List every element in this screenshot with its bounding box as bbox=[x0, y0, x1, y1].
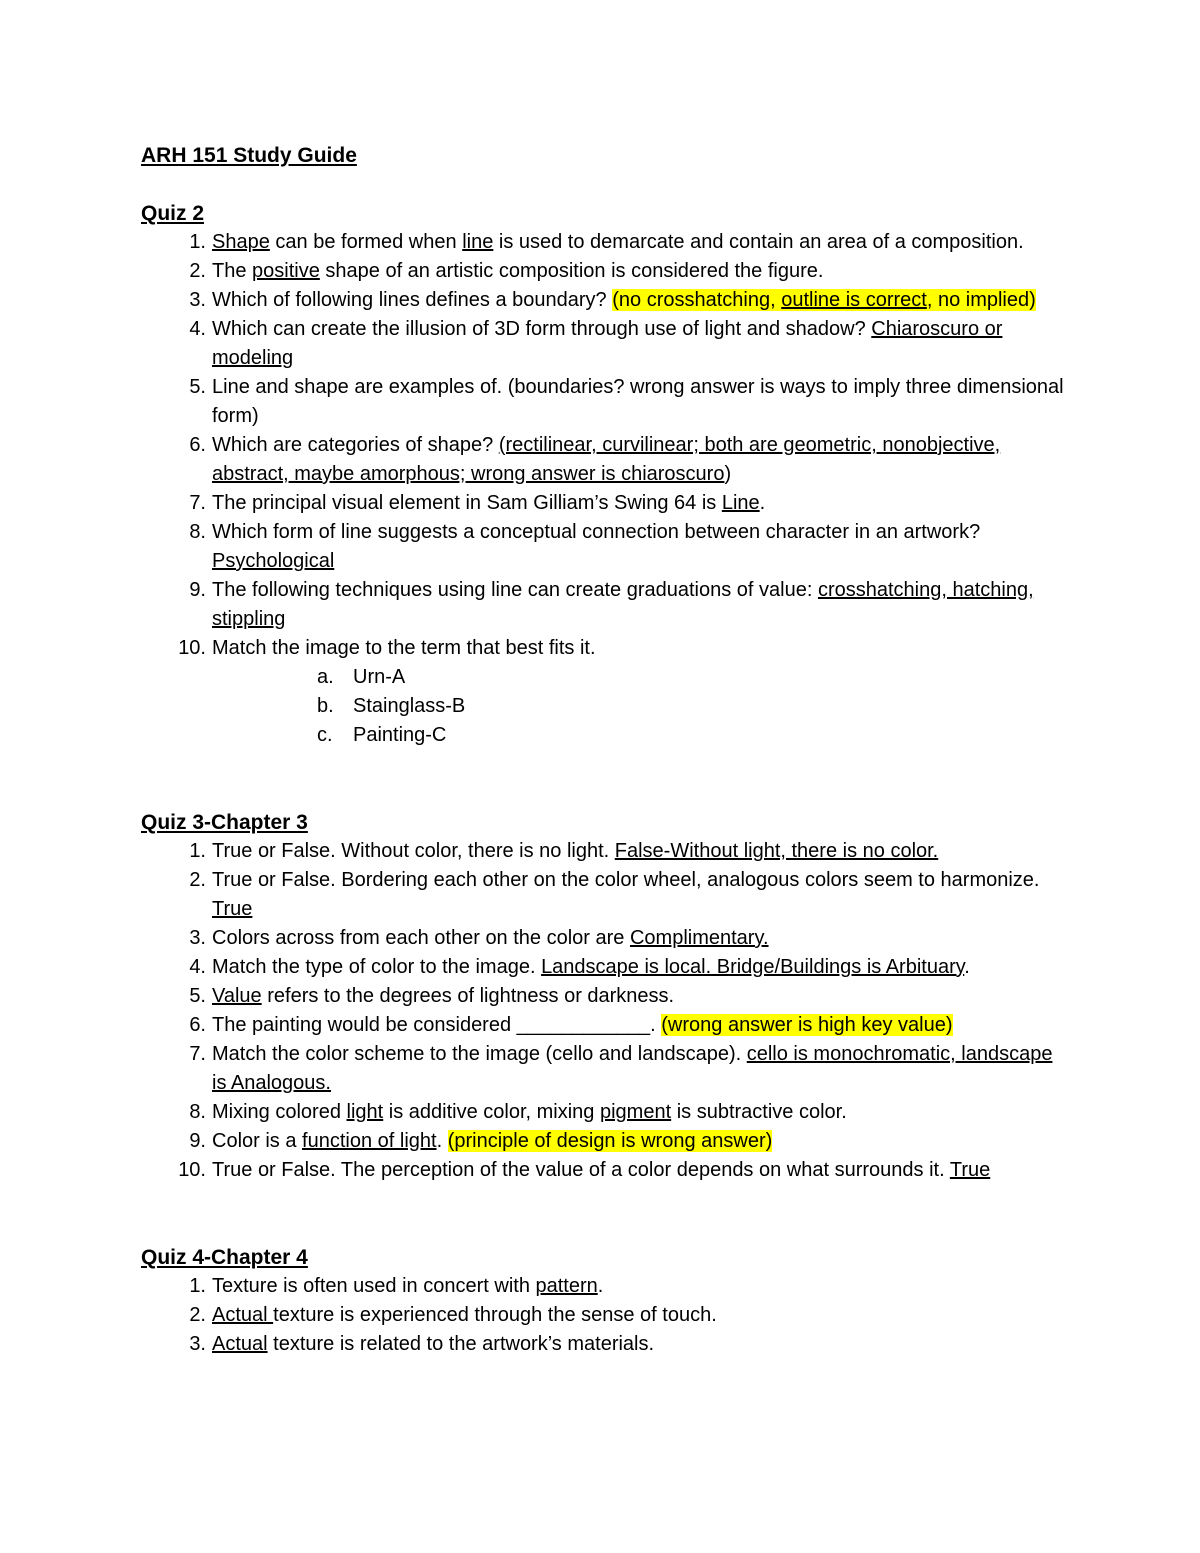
question-number: 4. bbox=[189, 318, 206, 340]
question-text: is additive color, mixing bbox=[383, 1101, 600, 1123]
question-number: 9. bbox=[189, 579, 206, 601]
question-text: Line and shape are examples of. (boundaries? wrong answer is ways to imply three dimensional form) bbox=[212, 376, 1064, 427]
question-number: 3. bbox=[189, 927, 206, 949]
underlined-answer-text: Actual bbox=[212, 1304, 274, 1326]
question-text: The painting would be considered ____________. bbox=[212, 1014, 662, 1036]
question-item bbox=[141, 1272, 1071, 1301]
question-list bbox=[141, 837, 1071, 1185]
question-text: Match the image to the term that best fits it. bbox=[212, 637, 596, 659]
question-text: ) bbox=[724, 463, 732, 485]
underlined-answer-text: Chiaroscuro or modeling bbox=[212, 318, 1003, 369]
question-item bbox=[141, 634, 1071, 750]
question-number: 4. bbox=[189, 956, 206, 978]
question-text: . bbox=[597, 1275, 604, 1297]
question-number: 1. bbox=[189, 840, 206, 862]
question-text: The bbox=[212, 260, 253, 282]
question-number: 10. bbox=[178, 637, 206, 659]
question-text: Which can create the illusion of 3D form through use of light and shadow? bbox=[212, 318, 872, 340]
quiz-heading: Quiz 3-Chapter 3 bbox=[141, 811, 308, 834]
sub-item-letter: c. bbox=[317, 724, 333, 746]
underlined-answer-text: Psychological bbox=[212, 550, 335, 572]
quiz-section bbox=[141, 199, 1071, 750]
question-text: Which of following lines defines a boundary? bbox=[212, 289, 613, 311]
question-item bbox=[141, 518, 1071, 576]
question-item bbox=[141, 1156, 1071, 1185]
underlined-answer-text: Line bbox=[721, 492, 760, 514]
question-text: Texture is often used in concert with bbox=[212, 1275, 536, 1297]
question-text: is subtractive color. bbox=[671, 1101, 847, 1123]
sub-item-text: Painting-C bbox=[353, 724, 447, 746]
question-text: Which form of line suggests a conceptual connection between character in an artwork? bbox=[212, 521, 981, 543]
question-number: 3. bbox=[189, 1333, 206, 1355]
underlined-answer-text: function of light bbox=[302, 1130, 437, 1152]
question-item bbox=[141, 576, 1071, 634]
sub-item-letter: a. bbox=[317, 666, 334, 688]
question-number: 2. bbox=[189, 260, 206, 282]
underlined-answer-text: line bbox=[462, 231, 494, 253]
question-text: texture is related to the artwork’s materials. bbox=[267, 1333, 655, 1355]
question-item bbox=[141, 286, 1071, 315]
question-number: 2. bbox=[189, 1304, 206, 1326]
highlighted-answer-text: (principle of design is wrong answer) bbox=[447, 1130, 773, 1152]
underlined-answer-text: True bbox=[212, 898, 253, 920]
question-item bbox=[141, 431, 1071, 489]
question-item bbox=[141, 257, 1071, 286]
question-text: texture is experienced through the sense of touch. bbox=[273, 1304, 717, 1326]
underlined-answer-text: False-Without light, there is no color. bbox=[614, 840, 939, 862]
highlighted-answer-text: (no crosshatching, bbox=[612, 289, 782, 311]
question-number: 7. bbox=[189, 492, 206, 514]
underlined-answer-text: cello is monochromatic, landscape is Analogous. bbox=[212, 1043, 1053, 1094]
question-number: 6. bbox=[189, 1014, 206, 1036]
question-number: 7. bbox=[189, 1043, 206, 1065]
question-item bbox=[141, 1011, 1071, 1040]
document-title: ARH 151 Study Guide bbox=[141, 144, 357, 167]
question-item bbox=[141, 1127, 1071, 1156]
question-item bbox=[141, 1098, 1071, 1127]
question-text: True or False. Bordering each other on the color wheel, analogous colors seem to harmonize. bbox=[212, 869, 1040, 891]
underlined-answer-text: Shape bbox=[212, 231, 270, 253]
question-number: 3. bbox=[189, 289, 206, 311]
quiz-section bbox=[141, 808, 1071, 1185]
question-text: Match the color scheme to the image (cello and landscape). bbox=[212, 1043, 747, 1065]
question-text: Which are categories of shape? bbox=[212, 434, 499, 456]
underlined-answer-text: True bbox=[949, 1159, 991, 1181]
underlined-answer-text: pattern bbox=[535, 1275, 598, 1297]
sub-item-text: Stainglass-B bbox=[353, 695, 466, 717]
sub-list bbox=[212, 663, 1071, 750]
underlined-answer-text: Value bbox=[212, 985, 262, 1007]
question-text: can be formed when bbox=[269, 231, 463, 253]
question-text: The principal visual element in Sam Gilliam’s Swing 64 is bbox=[212, 492, 722, 514]
question-item bbox=[141, 228, 1071, 257]
question-text: True or False. Without color, there is no light. bbox=[212, 840, 615, 862]
question-item bbox=[141, 837, 1071, 866]
quiz-sections bbox=[141, 199, 1071, 1359]
underlined-answer-text: light bbox=[346, 1101, 384, 1123]
quiz-heading: Quiz 4-Chapter 4 bbox=[141, 1246, 308, 1269]
question-item bbox=[141, 315, 1071, 373]
question-text: . bbox=[436, 1130, 448, 1152]
question-item bbox=[141, 373, 1071, 431]
question-item bbox=[141, 1040, 1071, 1098]
question-item bbox=[141, 953, 1071, 982]
highlighted-answer-text: (wrong answer is high key value) bbox=[661, 1014, 953, 1036]
question-item bbox=[141, 924, 1071, 953]
sub-item bbox=[212, 663, 1071, 692]
question-number: 2. bbox=[189, 869, 206, 891]
question-text: True or False. The perception of the value of a color depends on what surrounds it. bbox=[212, 1159, 950, 1181]
question-number: 1. bbox=[189, 1275, 206, 1297]
question-text: is used to demarcate and contain an area of a composition. bbox=[493, 231, 1024, 253]
question-item bbox=[141, 489, 1071, 518]
sub-item-letter: b. bbox=[317, 695, 334, 717]
question-text: The following techniques using line can create graduations of value: bbox=[212, 579, 818, 601]
question-item bbox=[141, 1301, 1071, 1330]
question-list bbox=[141, 228, 1071, 750]
question-number: 8. bbox=[189, 1101, 206, 1123]
quiz-section bbox=[141, 1243, 1071, 1359]
question-list bbox=[141, 1272, 1071, 1359]
sub-item bbox=[212, 721, 1071, 750]
question-item bbox=[141, 982, 1071, 1011]
sub-item bbox=[212, 692, 1071, 721]
question-number: 10. bbox=[178, 1159, 206, 1181]
question-number: 5. bbox=[189, 376, 206, 398]
document-page bbox=[141, 141, 1071, 1359]
underlined-answer-text: pigment bbox=[599, 1101, 672, 1123]
underlined-answer-text: (rectilinear, curvilinear; both are geometric, nonobjective, abstract, maybe amorphous; wrong answer is chiaroscuro bbox=[212, 434, 1001, 485]
question-number: 8. bbox=[189, 521, 206, 543]
question-number: 6. bbox=[189, 434, 206, 456]
underlined-answer-text: positive bbox=[252, 260, 320, 282]
question-text: . bbox=[964, 956, 970, 978]
sub-item-text: Urn-A bbox=[353, 666, 406, 688]
highlighted-answer-text: outline is correct bbox=[781, 289, 927, 311]
question-item bbox=[141, 866, 1071, 924]
highlighted-answer-text: , no implied) bbox=[926, 289, 1036, 311]
question-number: 1. bbox=[189, 231, 206, 253]
underlined-answer-text: Complimentary. bbox=[629, 927, 769, 949]
question-text: . bbox=[759, 492, 766, 514]
question-text: Colors across from each other on the color are bbox=[212, 927, 630, 949]
underlined-answer-text: Actual bbox=[212, 1333, 268, 1355]
question-item bbox=[141, 1330, 1071, 1359]
underlined-answer-text: crosshatching, hatching, stippling bbox=[212, 579, 1034, 630]
question-text: refers to the degrees of lightness or darkness. bbox=[261, 985, 675, 1007]
question-number: 9. bbox=[189, 1130, 206, 1152]
question-text: shape of an artistic composition is considered the figure. bbox=[319, 260, 824, 282]
question-text: Color is a bbox=[212, 1130, 303, 1152]
quiz-heading: Quiz 2 bbox=[141, 202, 205, 225]
question-text: Mixing colored bbox=[212, 1101, 347, 1123]
question-text: Match the type of color to the image. bbox=[212, 956, 542, 978]
question-number: 5. bbox=[189, 985, 206, 1007]
underlined-answer-text: Landscape is local. Bridge/Buildings is Arbituary bbox=[541, 956, 965, 978]
